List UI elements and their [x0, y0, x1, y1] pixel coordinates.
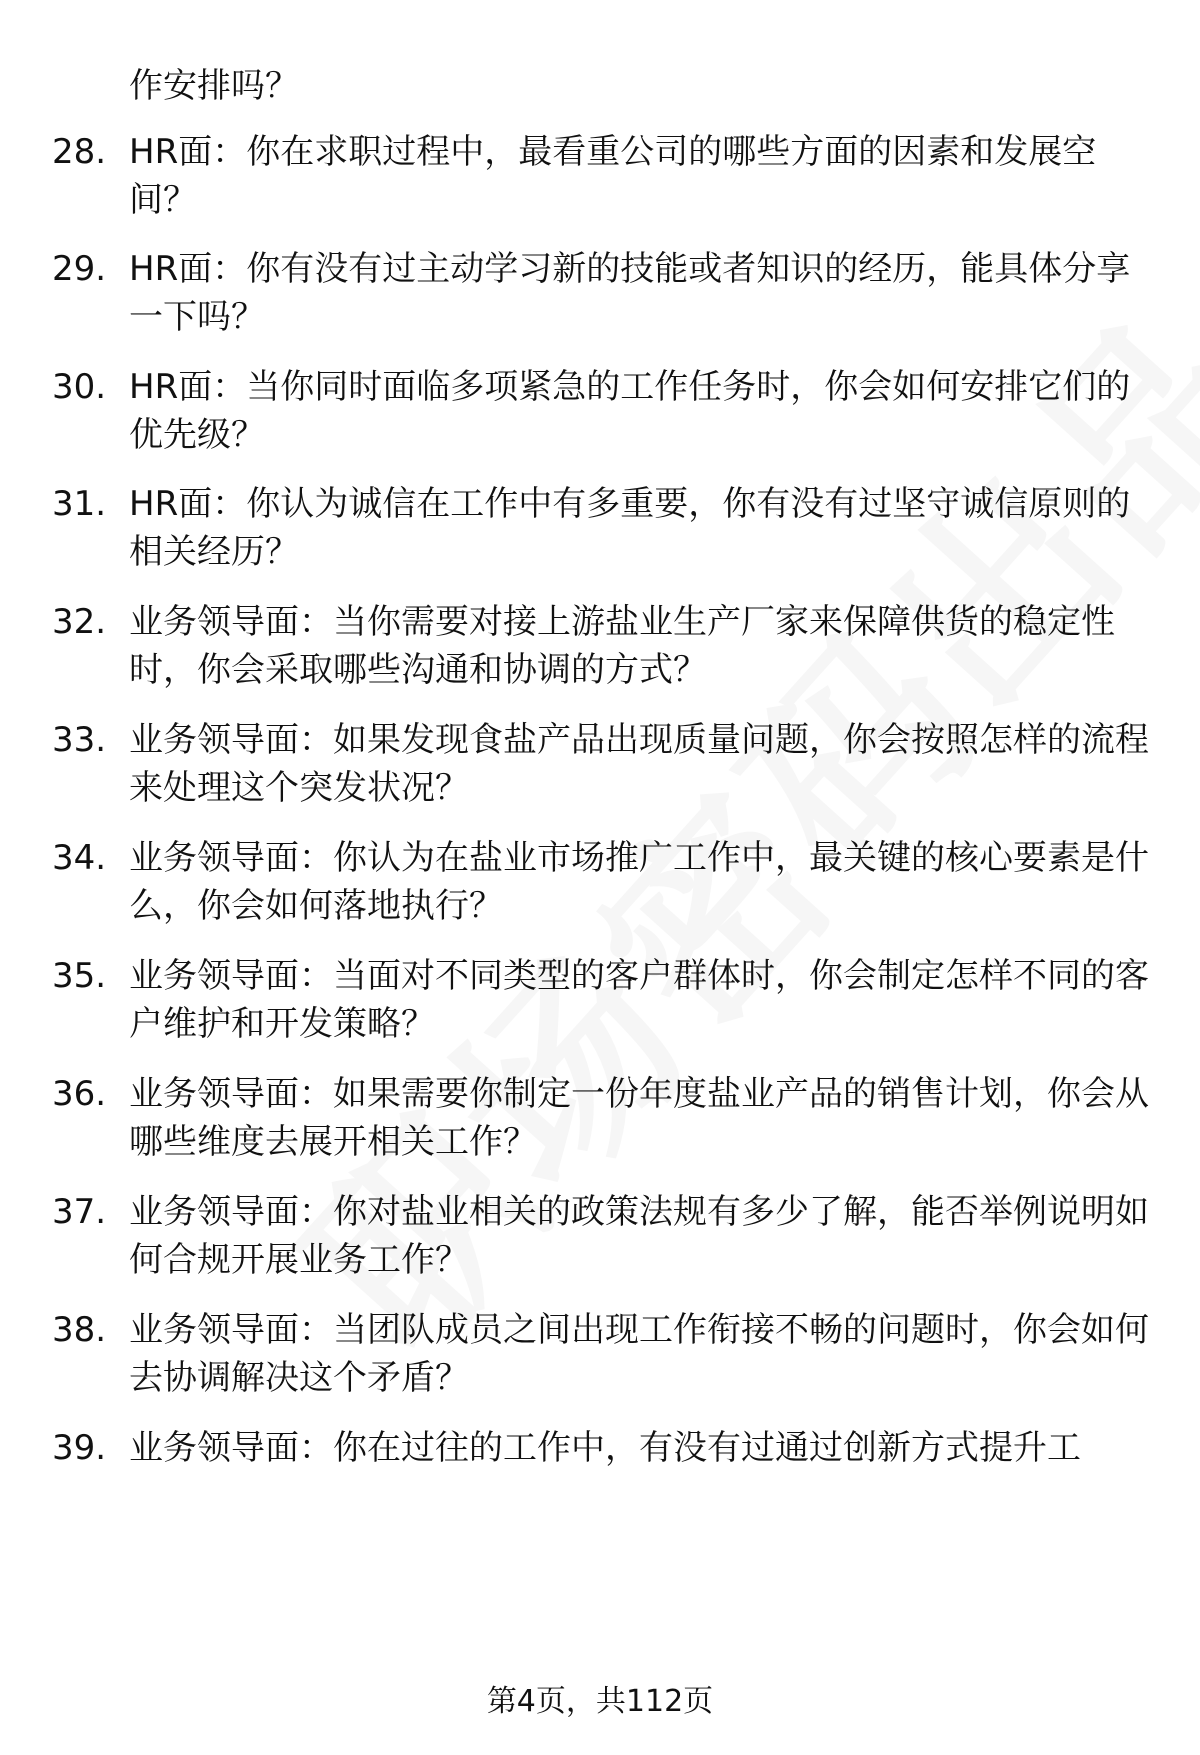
page-number-footer: 第4页，共112页: [486, 1684, 714, 1719]
question-number: 34.: [52, 838, 107, 878]
question-text: HR面：你在求职过程中，最看重公司的哪些方面的因素和发展空间？: [129, 132, 1097, 220]
question-text: 业务领导面：你认为在盐业市场推广工作中，最关键的核心要素是什么，你会如何落地执行？: [129, 838, 1149, 926]
question-number: 28.: [52, 132, 107, 172]
question-number: 36.: [52, 1074, 107, 1114]
question-number: 39.: [52, 1428, 107, 1468]
question-number: 33.: [52, 720, 107, 760]
question-text: 业务领导面：如果需要你制定一份年度盐业产品的销售计划，你会从哪些维度去展开相关工作？: [129, 1074, 1149, 1162]
question-text: 业务领导面：你在过往的工作中，有没有过通过创新方式提升工: [129, 1428, 1081, 1468]
question-number: 38.: [52, 1310, 107, 1350]
question-text: HR面：你有没有过主动学习新的技能或者知识的经历，能具体分享一下吗？: [129, 249, 1131, 337]
question-text: HR面：你认为诚信在工作中有多重要，你有没有过坚守诚信原则的相关经历？: [129, 484, 1131, 572]
question-text: 业务领导面：当你需要对接上游盐业生产厂家来保障供货的稳定性时，你会采取哪些沟通和协调的方式？: [129, 602, 1115, 690]
question-number: 30.: [52, 367, 107, 407]
question-number: 31.: [52, 484, 107, 524]
question-number: 35.: [52, 956, 107, 996]
question-number: 37.: [52, 1192, 107, 1232]
question-number: 32.: [52, 602, 107, 642]
question-text: 业务领导面：你对盐业相关的政策法规有多少了解，能否举例说明如何合规开展业务工作？: [129, 1192, 1149, 1280]
continued-question-text: 作安排吗？: [129, 66, 299, 106]
question-text: HR面：当你同时面临多项紧急的工作任务时，你会如何安排它们的优先级？: [129, 367, 1131, 455]
question-text: 业务领导面：如果发现食盐产品出现质量问题，你会按照怎样的流程来处理这个突发状况？: [129, 720, 1149, 808]
question-text: 业务领导面：当团队成员之间出现工作衔接不畅的问题时，你会如何去协调解决这个矛盾？: [129, 1310, 1149, 1398]
question-number: 29.: [52, 249, 107, 289]
question-text: 业务领导面：当面对不同类型的客户群体时，你会制定怎样不同的客户维护和开发策略？: [129, 956, 1149, 1044]
